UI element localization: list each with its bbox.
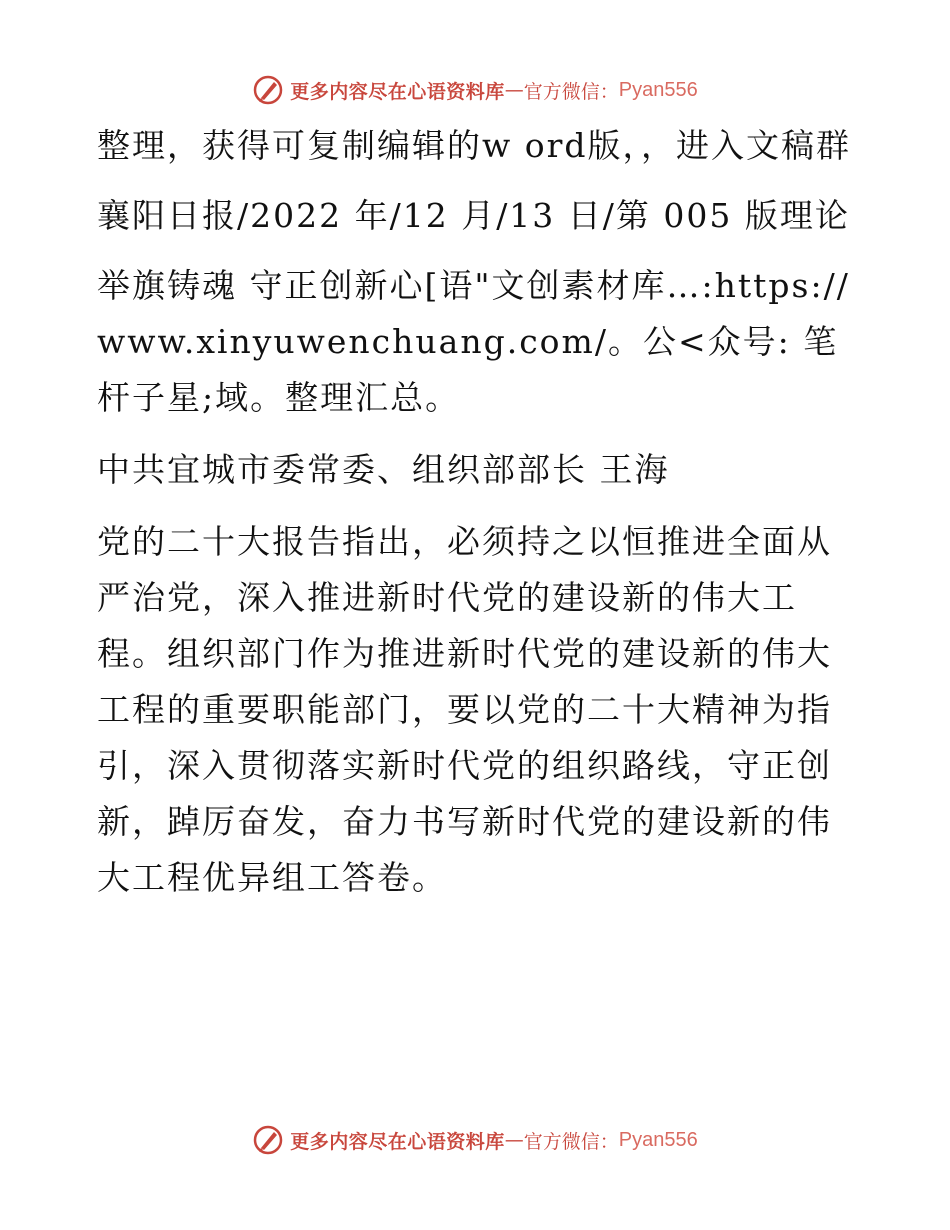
watermark-brand: 更多内容尽在心语资料库: [290, 1130, 505, 1153]
footer-watermark: [0, 1120, 950, 1160]
quill-pen-circle-icon: [252, 1124, 284, 1156]
watermark-wechat-id: Pyan556: [618, 1128, 698, 1151]
header-watermark: [0, 70, 950, 110]
paragraph-author: 中共宜城市委常委、组织部部长 王海: [97, 450, 670, 489]
paragraph-body: 党的二十大报告指出，必须持之以恒推进全面从严治党，深入推进新时代党的建设新的伟大工程。组织部门作为推进新时代党的建设新的伟大工程的重要职能部门，要以党的二十大精神为指引，深入贯彻落实新时代党的组织路线，守正创新，踔厉奋发，奋力书写新时代党的建设新的伟大工程优异组工答卷。: [97, 522, 832, 897]
paragraph-intro: 整理，获得可复制编辑的w ord版，，进入文稿群: [97, 126, 852, 165]
watermark-wechat-label: 官方微信：: [523, 80, 619, 103]
watermark-dash: —: [504, 79, 524, 101]
watermark-wechat-id: Pyan556: [618, 78, 698, 101]
quill-pen-circle-icon: [252, 74, 284, 106]
watermark-wechat-label: 官方微信：: [523, 1130, 619, 1153]
document-body: [97, 118, 857, 906]
paragraph-source: 襄阳日报/2022 年/12 月/13 日/第 005 版理论: [97, 196, 850, 235]
paragraph-title: 举旗铸魂 守正创新心[语"文创素材库…:https://www.xinyuwenchuang.com/。公<众号: 笔杆子星;域。整理汇总。: [97, 266, 850, 417]
watermark-brand: 更多内容尽在心语资料库: [290, 80, 505, 103]
watermark-dash: —: [504, 1129, 524, 1151]
